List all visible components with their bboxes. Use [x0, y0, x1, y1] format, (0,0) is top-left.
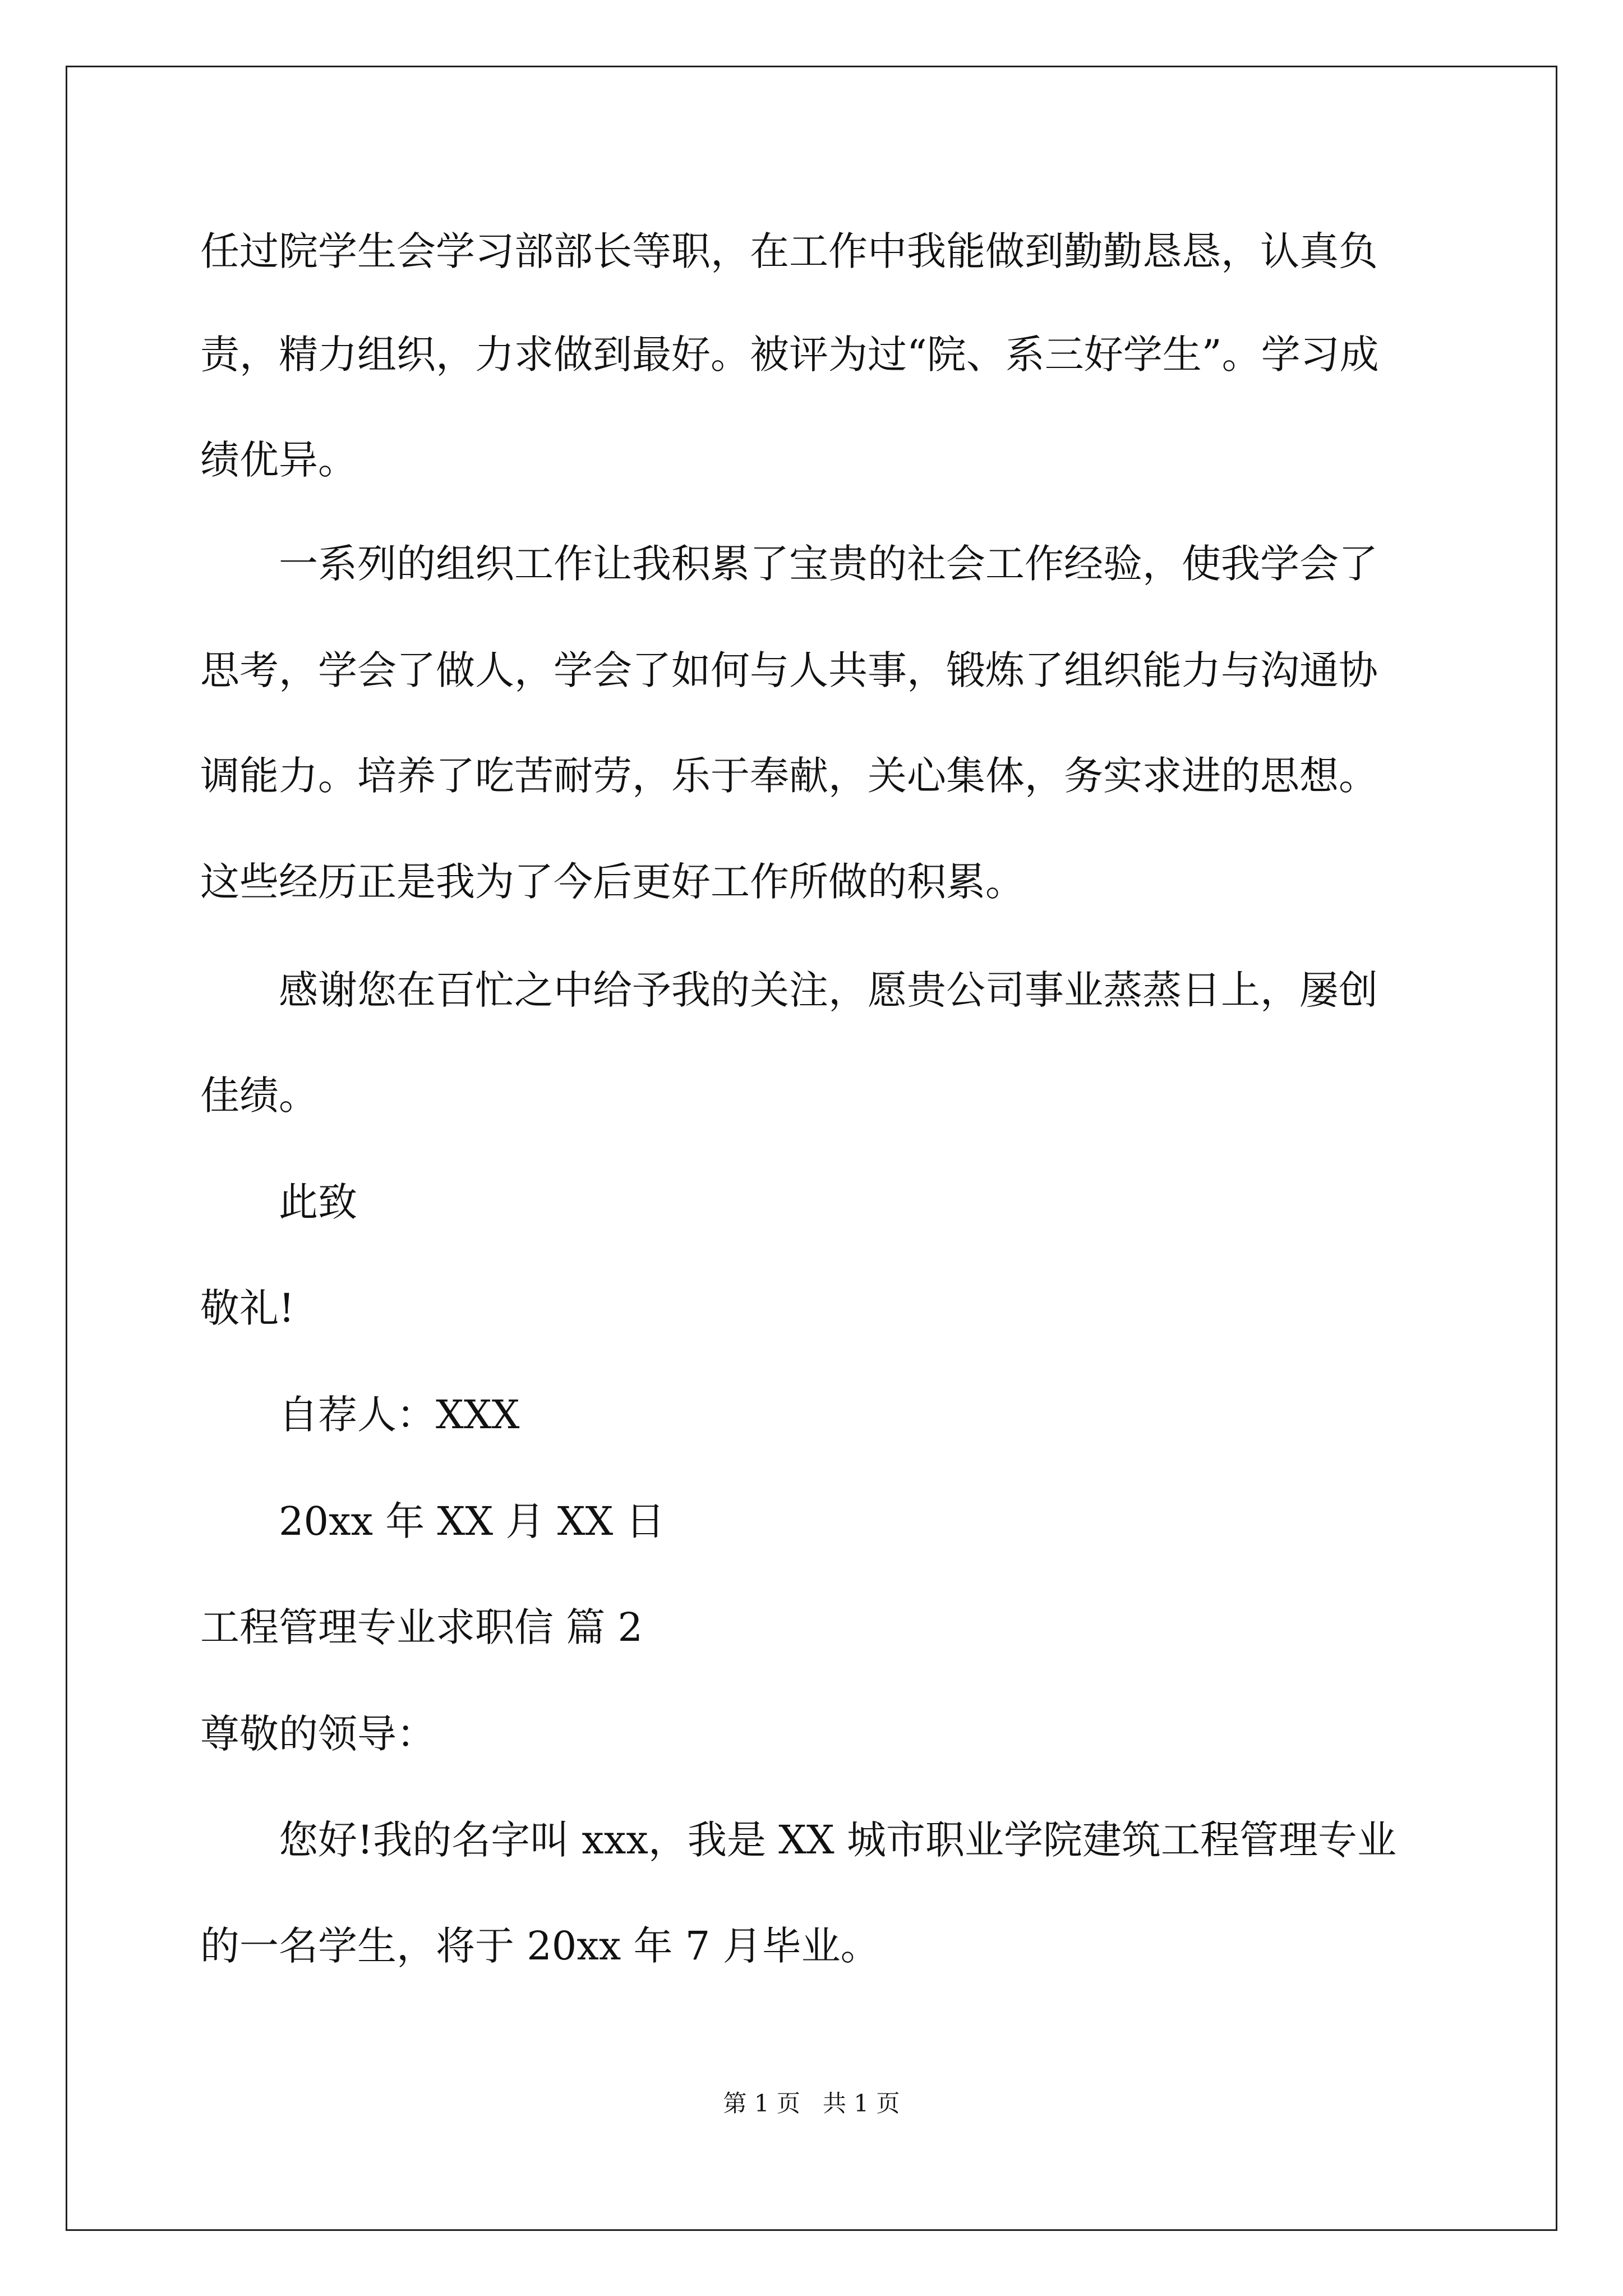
date-line: 20xx 年 XX 月 XX 日 — [279, 1498, 665, 1544]
text-line-1: 任过院学生会学习部部长等职，在工作中我能做到勤勤恳恳，认真负 — [200, 228, 1378, 274]
text-line-2: 责，精力组织，力求做到最好。被评为过“院、系三好学生”。学习成 — [200, 332, 1379, 378]
text-line-8: 感谢您在百忙之中给予我的关注，愿贵公司事业蒸蒸日上，屡创 — [279, 967, 1378, 1013]
text-line-6: 调能力。培养了吃苦耐劳，乐于奉献，关心集体，务实求进的思想。 — [200, 753, 1378, 799]
text-line-3: 绩优异。 — [200, 437, 357, 483]
closing-respect: 敬礼! — [200, 1285, 295, 1331]
text-line-17: 的一名学生，将于 20xx 年 7 月毕业。 — [200, 1923, 880, 1969]
page-border — [66, 66, 1557, 2231]
closing-salutation: 此致 — [279, 1179, 357, 1225]
text-line-7: 这些经历正是我为了今后更好工作所做的积累。 — [200, 859, 1025, 905]
page-footer: 第 1 页 共 1 页 — [723, 2090, 900, 2117]
text-line-16: 您好!我的名字叫 xxx，我是 XX 城市职业学院建筑工程管理专业 — [279, 1817, 1396, 1863]
text-line-9: 佳绩。 — [200, 1073, 318, 1119]
text-line-4: 一系列的组织工作让我积累了宝贵的社会工作经验，使我学会了 — [279, 541, 1378, 587]
signature-line: 自荐人：XXX — [279, 1392, 520, 1438]
text-line-5: 思考，学会了做人，学会了如何与人共事，锻炼了组织能力与沟通协 — [200, 647, 1378, 693]
section-heading: 工程管理专业求职信 篇 2 — [200, 1604, 643, 1650]
greeting-line: 尊敬的领导： — [200, 1711, 436, 1757]
